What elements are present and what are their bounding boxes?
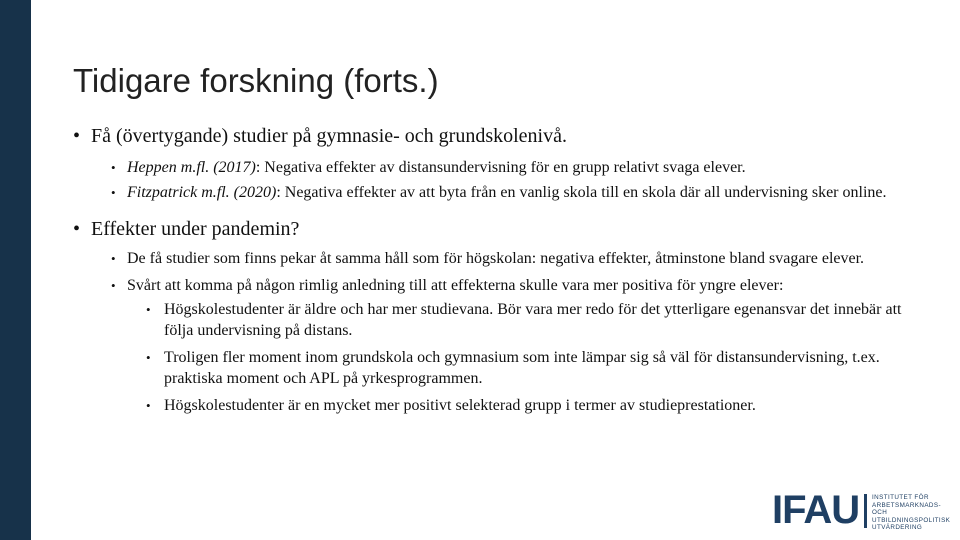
logo-institute-name (872, 494, 950, 532)
bullet-glyph: • (73, 218, 81, 240)
bullet-glyph: • (111, 185, 116, 200)
sidebar-accent-bar (0, 0, 31, 540)
citation-heppen: Heppen m.fl. (2017) (127, 159, 256, 176)
logo-divider (864, 494, 867, 528)
sub-point-2-2 (73, 275, 903, 296)
bullet-glyph: • (111, 160, 116, 175)
sub-sub-point-2 (73, 347, 903, 389)
bullet-glyph: • (146, 302, 151, 317)
sub-sub-point-3-text: Högskolestudenter är en mycket mer positivt selekterad grupp i termer av studieprestationer. (164, 397, 756, 414)
sub-point-2-1-text: De få studier som finns pekar åt samma håll som för högskolan: negativa effekter, åtminstone bland svagare elever. (127, 250, 865, 267)
logo-line-3: UTBILDNINGSPOLITISK (872, 516, 951, 524)
sub-sub-point-1 (73, 299, 903, 341)
bullet-glyph: • (111, 278, 116, 293)
bullet-point-1-text: Få (övertygande) studier på gymnasie- och grundskolenivå. (91, 125, 567, 147)
bullet-glyph: • (73, 125, 81, 147)
bullet-glyph: • (146, 350, 151, 365)
ifau-logo (772, 488, 951, 532)
slide-title: Tidigare forskning (forts.) (73, 62, 439, 99)
bullet-glyph: • (146, 398, 151, 413)
logo-line-1: INSTITUTET FÖR (872, 494, 929, 501)
citation-fitzpatrick: Fitzpatrick m.fl. (2020) (127, 184, 277, 201)
sub-point-2-1 (73, 248, 903, 269)
bullet-point-2-text: Effekter under pandemin? (91, 218, 300, 240)
sub-point-2-2-text: Svårt att komma på någon rimlig anledning till att effekterna skulle vara mer positiva för yngre elever: (127, 277, 784, 294)
bullet-point-2 (73, 217, 903, 241)
logo-line-2: ARBETSMARKNADS- OCH (872, 501, 941, 517)
slide-content (73, 118, 903, 416)
sub-point-1-1-text: : Negativa effekter av distansundervisning för en grupp relativt svaga elever. (255, 159, 746, 176)
sub-point-1-2 (73, 182, 903, 203)
sub-sub-point-2-text: Troligen fler moment inom grundskola och gymnasium som inte lämpar sig så väl för distansundervisning, t.ex. praktiska moment och APL på yrkesprogrammen. (164, 349, 880, 387)
sub-point-1-1 (73, 157, 903, 178)
sub-sub-point-1-text: Högskolestudenter är äldre och har mer studievana. Bör vara mer redo för det ytterligare egenansvar det innebär att följa undervisning på distans. (164, 301, 902, 339)
logo-wordmark: IFAU (772, 488, 860, 532)
sub-sub-point-3 (73, 395, 903, 416)
bullet-glyph: • (111, 251, 116, 266)
sub-point-1-2-text: : Negativa effekter av att byta från en vanlig skola till en skola där all undervisning sker online. (276, 184, 887, 201)
bullet-point-1 (73, 124, 903, 148)
logo-line-4: UTVÄRDERING (872, 524, 923, 532)
